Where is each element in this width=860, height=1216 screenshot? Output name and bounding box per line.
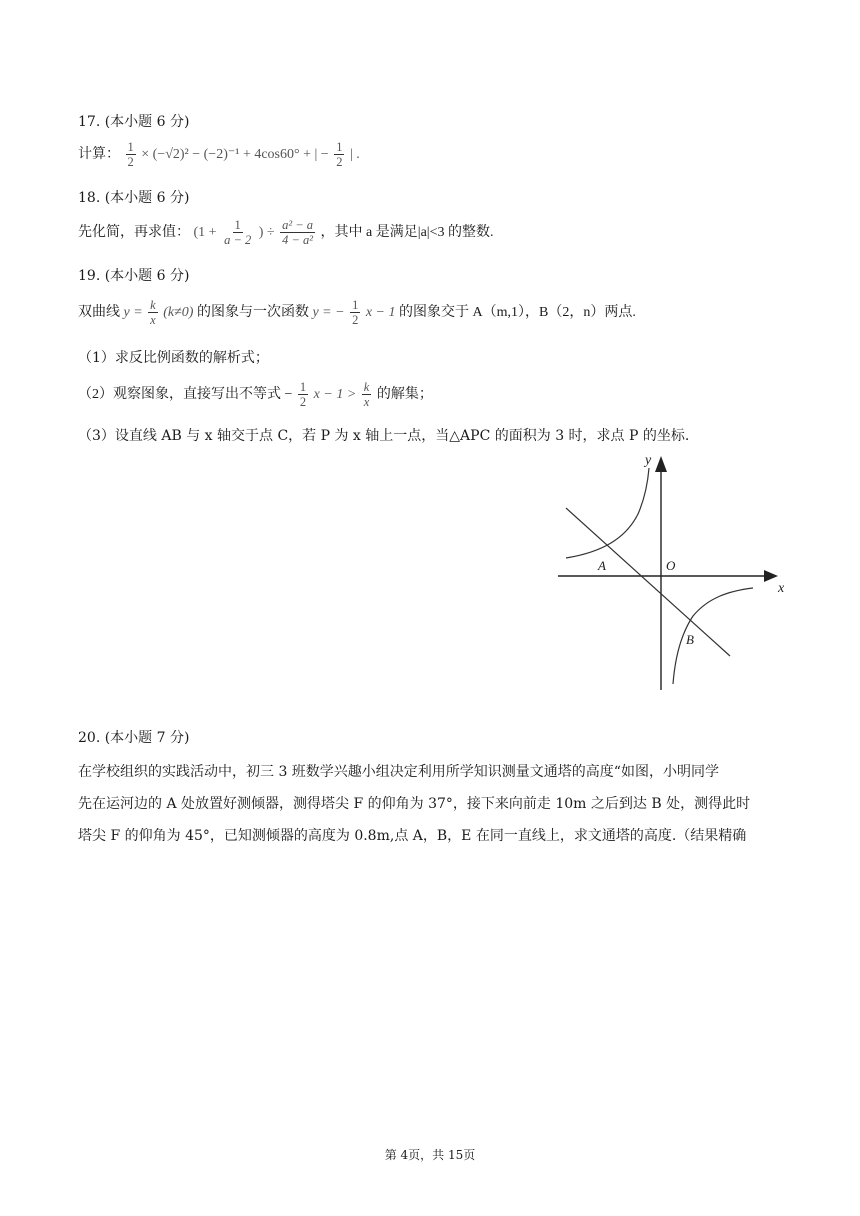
y-axis-arrow [655, 456, 667, 472]
q19-graph-svg [548, 448, 798, 698]
q18-paren-close: ) ÷ [258, 225, 275, 241]
label-x: x [778, 581, 785, 596]
q17-half-fraction: $\frac{1}{2}$ [127, 140, 134, 170]
q20-heading: 20. (本小题 7 分) [78, 730, 190, 746]
line-ab [566, 508, 730, 656]
q17-prefix: 计算： [78, 147, 120, 163]
q19-sub2-k-fraction: $\frac{k}{x}$ [363, 380, 370, 410]
q19-line-a: 双曲线 [78, 305, 120, 321]
q18-heading: 18. (本小题 6 分) [78, 190, 190, 206]
q19-k-fraction: $\frac{k}{x}$ [150, 298, 156, 328]
label-b: B [686, 632, 694, 647]
q19-y-eq2: y = − [312, 305, 345, 321]
q19-sub1: （1）求反比例函数的解析式； [78, 350, 269, 366]
label-o: O [666, 558, 676, 573]
q17-abs-fraction: $\frac{1}{2}$ [336, 140, 343, 170]
q19-linear-tail: x − 1 [365, 305, 396, 321]
q18-fraction-2: $\frac{\text{a² − a}}{\text{4 − a²}}$ [282, 218, 314, 248]
q18-suffix: ，其中 a 是满足|a|<3 的整数. [320, 225, 494, 241]
q19-sub2-post: 的解集； [376, 387, 433, 403]
q19-y-eq: y = [123, 305, 143, 321]
q19-sub2-mid: x − 1 > [313, 387, 357, 403]
q19-sub2-half-fraction: $\frac{1}{2}$ [299, 380, 307, 410]
hyperbola-branch-upper-left [566, 468, 649, 558]
q19-line-b: 的图象与一次函数 [196, 305, 309, 321]
q17-heading: 17. (本小题 6 分) [78, 114, 190, 130]
q20-line2: 先在运河边的 A 处放置好测倾器，测得塔尖 F 的仰角为 37°，接下来向前走 10m 之后到达 B 处，测得此时 [78, 796, 751, 812]
q19-graph [548, 448, 798, 698]
q18-expression [78, 218, 493, 248]
q19-sub3: （3）设直线 AB 与 x 轴交于点 C，若 P 为 x 轴上一点，当△APC 的面积为 3 时，求点 P 的坐标. [78, 428, 690, 444]
q17-expr-end: | . [349, 147, 360, 163]
q20-line3: 塔尖 F 的仰角为 45°，已知测倾器的高度为 0.8m,点 A，B，E 在同一直线上，求文通塔的高度.（结果精确 [78, 828, 747, 844]
q19-statement [78, 298, 636, 328]
q19-sub2-pre: （2）观察图象，直接写出不等式 − [78, 387, 293, 403]
label-a: A [598, 558, 606, 573]
q17-expr-part1: × (−√2)² − (−2)⁻¹ + 4cos60° + | − [141, 147, 329, 163]
q17-expression [78, 140, 360, 170]
hyperbola-branch-lower-right [673, 588, 753, 684]
q19-sub2 [78, 380, 433, 410]
q20-line1: 在学校组织的实践活动中，初三 3 班数学兴趣小组决定利用所学知识测量文通塔的高度“如图，小明同学 [78, 764, 719, 780]
q19-heading: 19. (本小题 6 分) [78, 268, 190, 284]
page-footer: 第 4页，共 15页 [384, 1148, 476, 1162]
q19-line-c: 的图象交于 A（m,1），B（2，n）两点. [399, 305, 636, 321]
q18-paren-open: (1 + [193, 225, 217, 241]
q19-k-condition: (k≠0) [163, 305, 194, 321]
label-y: y [645, 453, 652, 468]
x-axis-arrow [764, 570, 778, 582]
q18-prefix: 先化简，再求值： [78, 225, 190, 241]
q19-half-fraction: $\frac{1}{2}$ [352, 298, 359, 328]
q18-fraction-1: $\frac{1}{a - 2}$ [224, 218, 252, 248]
